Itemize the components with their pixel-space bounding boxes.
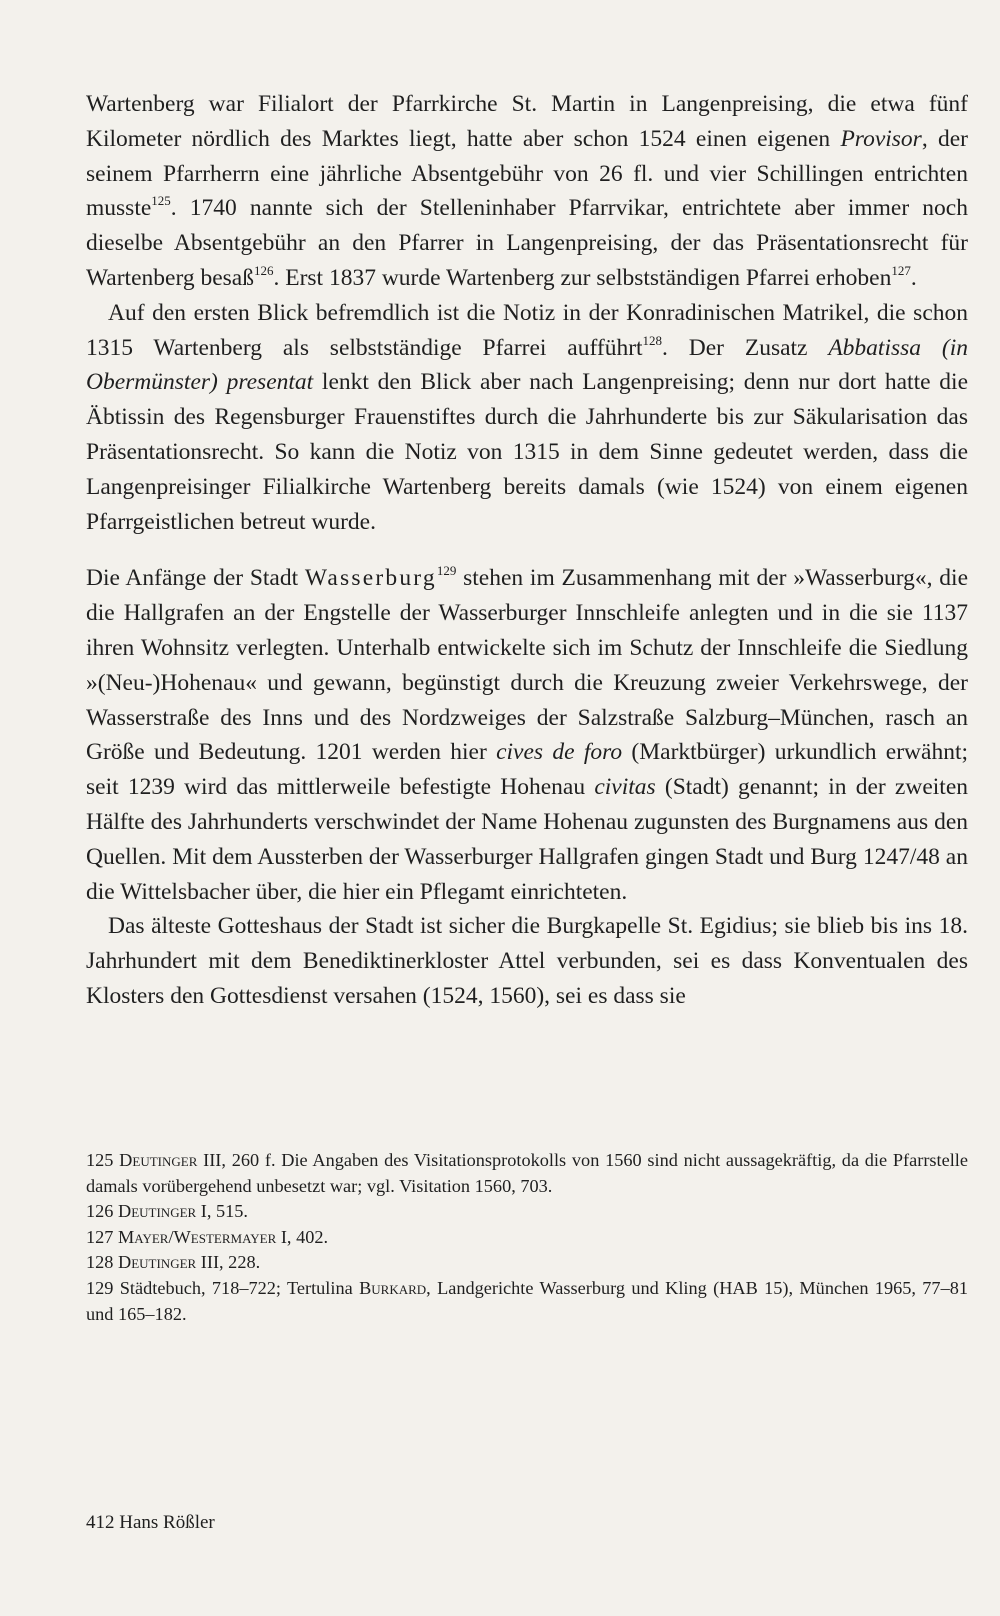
- footnote-text: , Landgerichte Wasserburg und Kling (HAB 15), München 1965, 77–81 und 165–182.: [86, 1277, 968, 1324]
- footnote: [86, 1199, 968, 1225]
- footnote: [86, 1250, 968, 1276]
- paragraph-2: [86, 296, 968, 540]
- italic-term: Provisor: [840, 125, 922, 152]
- footnote-text: III, 228.: [196, 1252, 261, 1273]
- footnote: [86, 1225, 968, 1251]
- text-run: (Stadt) genannt; in der zweiten Hälfte des Jahrhunderts verschwindet der Name Hohenau zugunsten des Burgnamens aus den Quellen. Mit dem Aussterben der Wasserburger Hallgrafen gingen Stadt und Burg 1247/48 an die Wittelsbacher über, die hier ein Pflegamt einrichteten.: [86, 774, 968, 905]
- page-number: 412: [86, 1512, 115, 1533]
- paragraph-3: [86, 561, 968, 909]
- text-run: , der seinem Pfarrherrn eine jährliche Absentgebühr von 26 fl. und vier Schillingen entrichten musste: [86, 125, 968, 222]
- footnote-ref: 126: [253, 262, 274, 278]
- footnote-ref: 125: [151, 193, 171, 209]
- footnote-number: 129: [86, 1277, 114, 1298]
- footnote-ref: 129: [436, 563, 457, 579]
- footnote-ref: 127: [891, 262, 911, 278]
- text-run: stehen im Zusammenhang mit der »Wasserburg«, die die Hallgrafen an der Engstelle der Wasserburger Innschleife anlegten und in die sie 1137 ihren Wohnsitz verlegten. Unterhalb entwickelte sich im Schutz der Innschleife die Siedlung »(Neu-)Hohenau« und gewann, begünstigt durch die Kreuzung zweier Verkehrswege, der Wasserstraße des Inns und des Nordzweiges der Salzstraße Salzburg–München, rasch an Größe und Bedeutung. 1201 werden hier: [86, 565, 968, 766]
- italic-term: cives de foro: [496, 739, 623, 766]
- text-run: . Der Zusatz: [662, 334, 829, 361]
- text-run: Die Anfänge der Stadt: [86, 565, 305, 592]
- text-run: Das älteste Gotteshaus der Stadt ist sicher die Burgkapelle St. Egidius; sie blieb bis ins 18. Jahrhundert mit dem Benediktinerkloster Attel verbunden, sei es dass Konventualen des Klosters den Gottesdienst versahen (1524, 1560), sei es dass sie: [86, 913, 968, 1009]
- text-run: .: [910, 264, 917, 291]
- footnote: [86, 1148, 968, 1199]
- footnote-text: I, 515.: [196, 1201, 248, 1222]
- spaced-place-name: Wasserburg: [304, 565, 437, 592]
- footnote-number: 127: [86, 1226, 114, 1247]
- footnote-ref: 128: [642, 332, 663, 348]
- footnote-text: III, 260 f. Die Angaben des Visitationsprotokolls von 1560 sind nicht aussagekräftig, da die Pfarrstelle damals vorübergehend unbesetzt war; vgl. Visitation 1560, 703.: [86, 1150, 968, 1196]
- paragraph-4: [86, 909, 968, 1013]
- page-footer: [86, 1511, 215, 1535]
- footnote-author: Deutinger: [118, 1252, 197, 1273]
- text-run: . 1740 nannte sich der Stelleninhaber Pfarrvikar, entrichtete aber immer noch dieselbe Absentgebühr an den Pfarrer in Langenpreising, der das Präsentationsrecht für Wartenberg besaß: [86, 195, 968, 291]
- footnote-number: 128: [86, 1252, 114, 1273]
- footnote-author: Mayer/Westermayer: [118, 1226, 277, 1247]
- italic-term: civitas: [594, 774, 656, 801]
- text-run: . Erst 1837 wurde Wartenberg zur selbstständigen Pfarrei erhoben: [273, 264, 892, 291]
- footnotes: [86, 1148, 968, 1327]
- running-author: Hans Rößler: [119, 1512, 215, 1533]
- footnote: [86, 1276, 968, 1327]
- footnote-author: Burkard: [359, 1277, 427, 1298]
- text-run: (Marktbürger) urkundlich erwähnt; seit 1239 wird das mittlerweile befestigte Hohenau: [86, 739, 969, 801]
- paragraph-1: [86, 87, 968, 296]
- footnote-author: Deutinger: [119, 1150, 198, 1170]
- main-text: [86, 87, 968, 1014]
- text-run: lenkt den Blick aber nach Langenpreising; denn nur dort hatte die Äbtissin des Regensburger Frauenstiftes durch die Jahrhunderte bis zur Säkularisation das Präsentationsrecht. So kann die Notiz von 1315 in dem Sinne gedeutet werden, dass die Langenpreisinger Filialkirche Wartenberg bereits damals (wie 1524) von einem eigenen Pfarrgeistlichen betreut wurde.: [86, 369, 968, 535]
- footnote-author: Deutinger: [118, 1201, 197, 1222]
- footnote-text: Städtebuch, 718–722; Tertulina: [119, 1277, 360, 1298]
- footnote-number: 126: [86, 1201, 114, 1222]
- footnote-text: I, 402.: [276, 1226, 329, 1247]
- text-run: Wartenberg war Filialort der Pfarrkirche St. Martin in Langenpreising, die etwa fünf Kilometer nördlich des Marktes liegt, hatte aber schon 1524 einen eigenen: [86, 91, 968, 152]
- text-run: Auf den ersten Blick befremdlich ist die Notiz in der Konradinischen Matrikel, die schon 1315 Wartenberg als selbstständige Pfarrei aufführt: [86, 299, 968, 361]
- footnote-number: 125: [86, 1150, 114, 1170]
- italic-term: Abbatissa (in Obermünster) presentat: [86, 334, 968, 396]
